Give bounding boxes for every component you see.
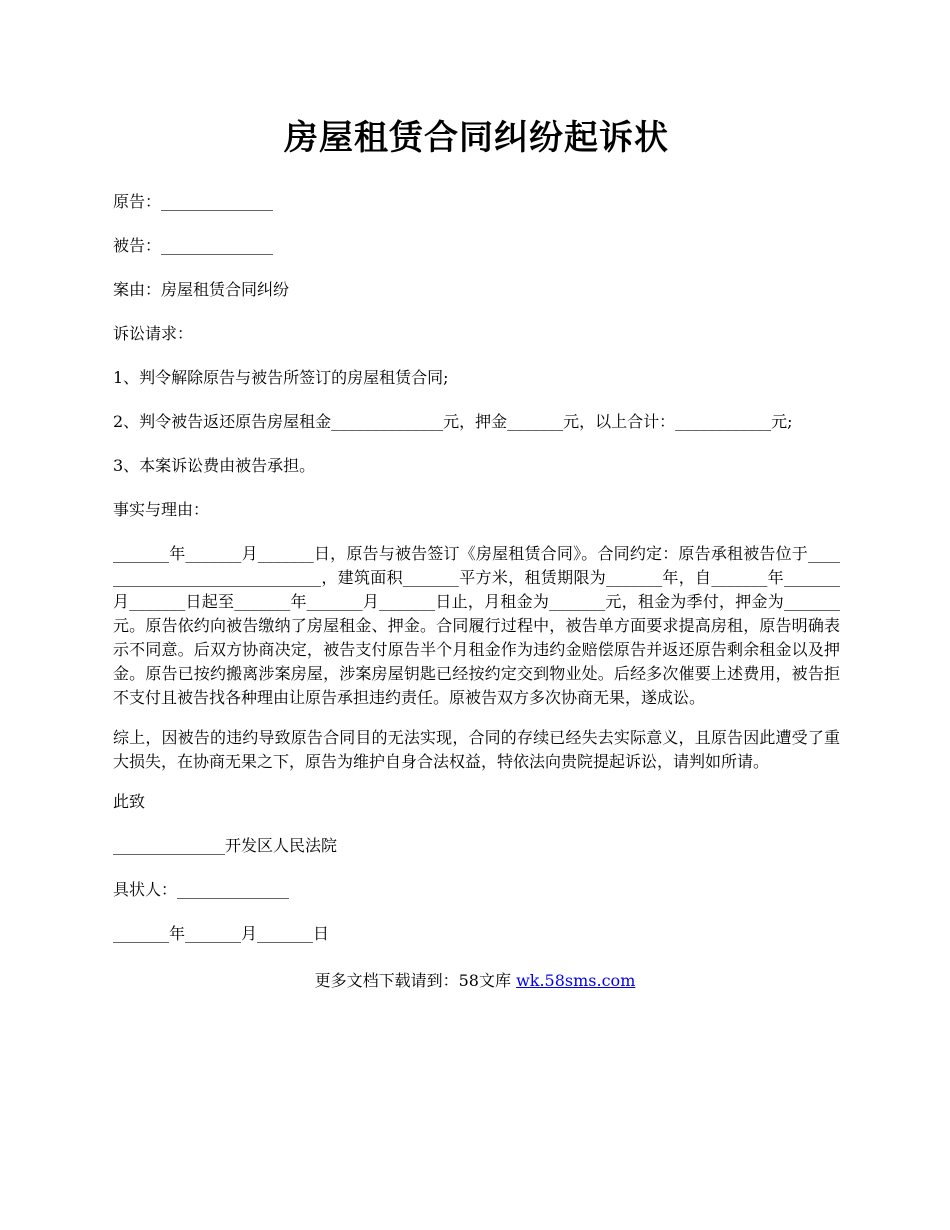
facts-heading: 事实与理由： bbox=[113, 500, 210, 519]
claim-item-1: 1、判令解除原告与被告所签订的房屋租赁合同; bbox=[113, 368, 449, 387]
claims-heading: 诉讼请求： bbox=[113, 324, 194, 343]
cause-line: 案由：房屋租赁合同纠纷 bbox=[113, 280, 290, 299]
court-line: ______________开发区人民法院 bbox=[113, 836, 338, 855]
plaintiff-line: 原告：______________ bbox=[113, 192, 274, 211]
claim-item-3: 3、本案诉讼费由被告承担。 bbox=[113, 456, 316, 475]
footer-link[interactable]: wk.58sms.com bbox=[516, 971, 636, 990]
signer-line: 具状人：______________ bbox=[113, 880, 290, 899]
defendant-line: 被告：______________ bbox=[113, 236, 274, 255]
document-title: 房屋租赁合同纠纷起诉状 bbox=[284, 118, 669, 158]
salutation: 此致 bbox=[113, 792, 146, 811]
conclusion-paragraph: 综上，因被告的违约导致原告合同目的无法实现，合同的存续已经失去实际意义，且原告因此遭受了重大损失，在协商无果之下，原告为维护自身合法权益，特依法向贵院提起诉讼，请判如所请。 bbox=[113, 728, 840, 771]
document-page bbox=[113, 108, 840, 966]
footer bbox=[0, 968, 950, 994]
facts-body: _______年_______月_______日，原告与被告签订《房屋租赁合同》。合同约定：原告承租被告位于______________________________，建筑面积_______平方米，租赁期限为_______年，自_______年_______月_______日起至_______年_______月_______日止，月租金为_______元，租金为季付，押金为_______元。原告依约向被告缴纳了房屋租金、押金。合同履行过程中，被告单方面要求提高房租，原告明确表示不同意。后双方协商决定，被告支付原告半个月租金作为违约金赔偿原告并返还原告剩余租金以及押金。原告已按约搬离涉案房屋，涉案房屋钥匙已经按约定交到物业处。后经多次催要上述费用，被告拒不支付且被告找各种理由让原告承担违约责任。原被告双方多次协商无果，遂成讼。 bbox=[113, 544, 840, 707]
date-line: _______年_______月_______日 bbox=[113, 924, 330, 943]
claim-item-2: 2、判令被告返还原告房屋租金______________元，押金_______元，以上合计：____________元; bbox=[113, 412, 793, 431]
footer-text: 更多文档下载请到：58文库 bbox=[314, 971, 517, 990]
